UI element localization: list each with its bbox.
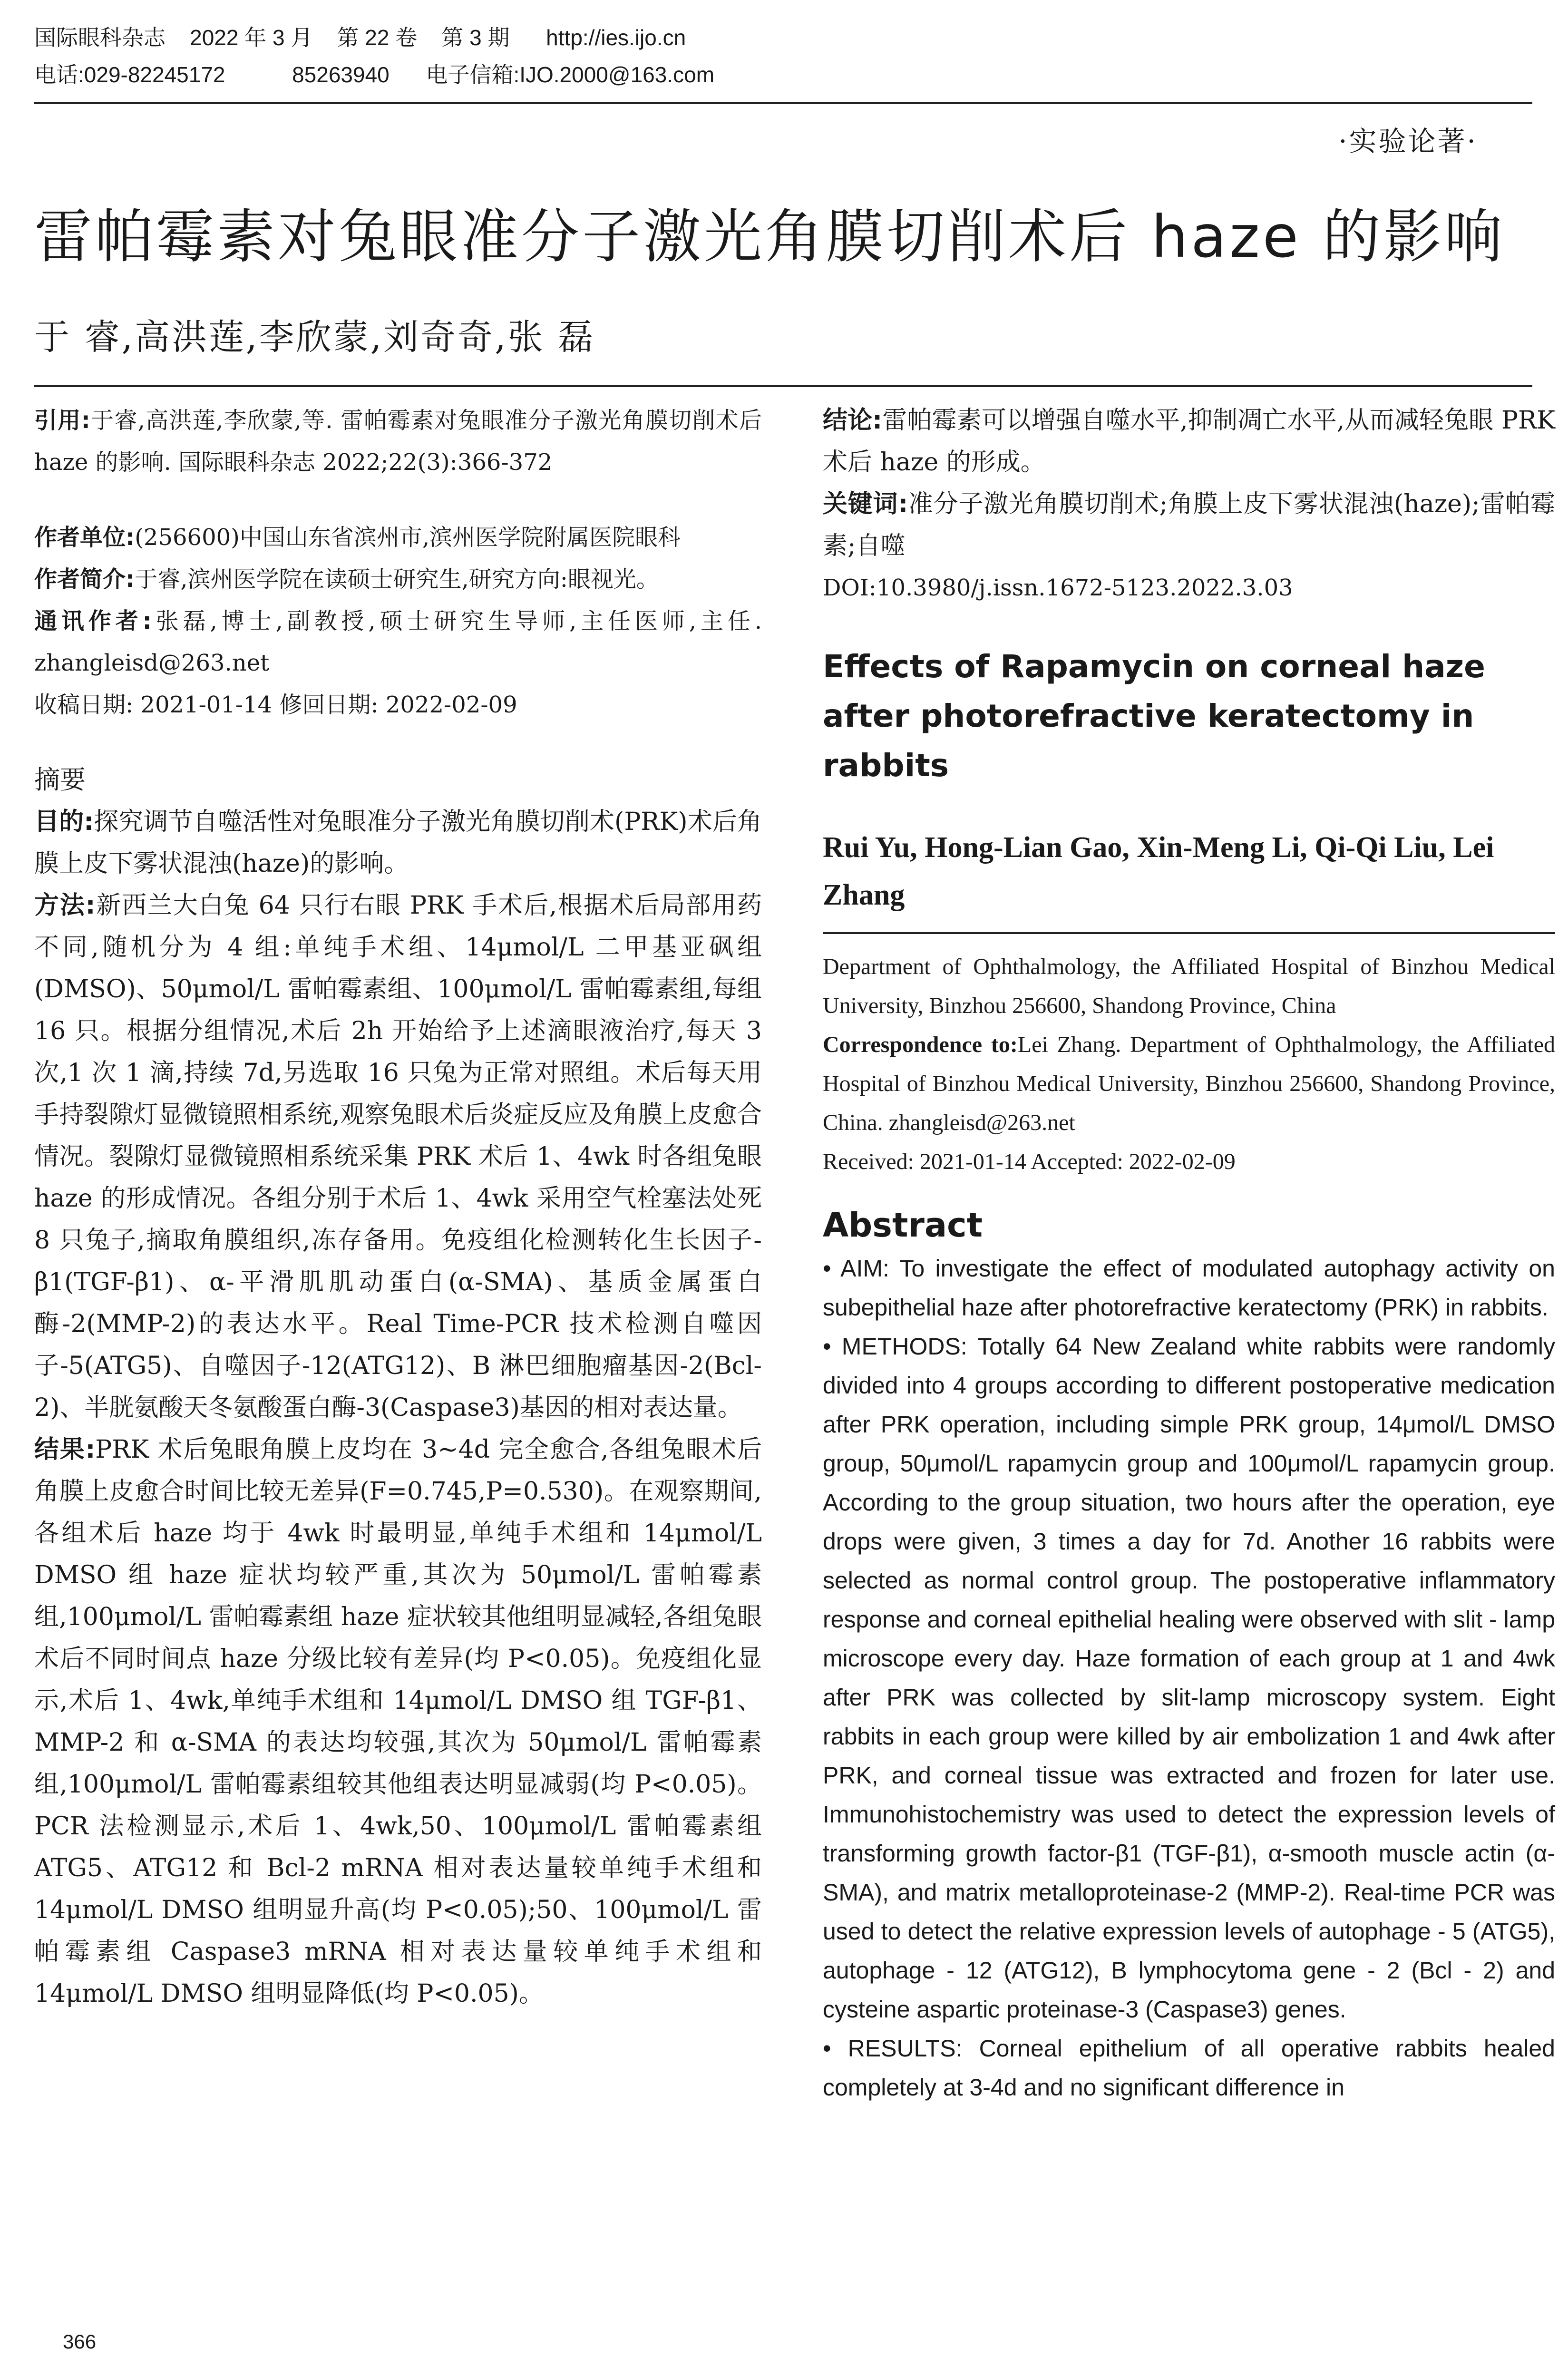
results-en xyxy=(823,2029,1555,2107)
bio-label: 作者简介: xyxy=(34,566,135,593)
aim-text-en: To investigate the effect of modulated autophagy activity on subepithelial haze after photorefractive keratectomy (PRK) in rabbits. xyxy=(823,1255,1555,1321)
methods-text-en: Totally 64 New Zealand white rabbits were randomly divided into 4 groups according to different postoperative medication after PRK operation, including simple PRK group, 14μmol/L DMSO group, 50μmol/L rapamycin group and 100μmol/L rapamycin group. According to the group situation, two hours after the operation, eye drops were given, 3 times a day for 7d. Another 16 rabbits were selected as normal control group. The postoperative inflammatory response and corneal epithelial healing were observed with slit - lamp microscope every day. Haze formation of each group at 1 and 4wk after PRK was collected by slit-lamp microscopy system. Eight rabbits in each group were killed by air embolization 1 and 4wk after PRK, and corneal tissue was extracted and frozen for later use. Immunohistochemistry was used to detect the expression levels of transforming growth factor-β1 (TGF-β1), α-smooth muscle actin (α-SMA), and matrix metalloproteinase-2 (MMP-2). Real-time PCR was used to detect the relative expression levels of autophage - 5 (ATG5), autophage - 12 (ATG12), B lymphocytoma gene - 2 (Bcl - 2) and cysteine aspartic proteinase-3 (Caspase3) genes. xyxy=(823,1333,1555,2023)
header-rule xyxy=(34,102,1532,104)
citation xyxy=(34,399,762,483)
author-bio xyxy=(34,558,762,600)
left-column xyxy=(34,399,762,2015)
methods-cn xyxy=(34,885,762,1429)
aim-cn xyxy=(34,801,762,885)
conclusion-text-cn: 雷帕霉素可以增强自噬水平,抑制凋亡水平,从而减轻兔眼 PRK 术后 haze 的形成。 xyxy=(823,406,1556,477)
methods-text-cn: 新西兰大白兔 64 只行右眼 PRK 手术后,根据术后局部用药不同,随机分为 4 组:单纯手术组、14μmol/L 二甲基亚砜组(DMSO)、50μmol/L 雷帕霉素组、100μmol/L 雷帕霉素组,每组 16 只。根据分组情况,术后 2h 开始给予上述滴眼液治疗,每天 3 次,1 次 1 滴,持续 7d,另选取 16 只兔为正常对照组。术后每天用手持裂隙灯显微镜照相系统,观察兔眼术后炎症反应及角膜上皮愈合情况。裂隙灯显微镜照相系统采集 PRK 术后 1、4wk 时各组兔眼 haze 的形成情况。各组分别于术后 1、4wk 采用空气栓塞法处死 8 只兔子,摘取角膜组织,冻存备用。免疫组化检测转化生长因子-β1(TGF-β1)、α-平滑肌肌动蛋白(α-SMA)、基质金属蛋白酶-2(MMP-2)的表达水平。Real Time-PCR 技术检测自噬因子-5(ATG5)、自噬因子-12(ATG12)、B 淋巴细胞瘤基因-2(Bcl-2)、半胱氨酸天冬氨酸蛋白酶-3(Caspase3)基因的相对表达量。 xyxy=(34,891,762,1422)
authors: 于 睿,高洪莲,李欣蒙,刘奇奇,张 磊 xyxy=(34,317,595,358)
header-line-1: 国际眼科杂志 2022 年 3 月 第 22 卷 第 3 期 http://ies.ijo.cn xyxy=(34,25,686,50)
results-label-en: • RESULTS: xyxy=(823,2035,963,2062)
article-title: 雷帕霉素对兔眼准分子激光角膜切削术后 haze 的影响 xyxy=(34,203,1505,271)
affiliation-label: 作者单位: xyxy=(34,524,135,551)
right-column xyxy=(823,399,1555,2107)
corr-text: 张磊,博士,副教授,硕士研究生导师,主任医师,主任. zhangleisd@263.net xyxy=(34,608,762,676)
methods-en xyxy=(823,1327,1555,2029)
affiliation xyxy=(34,516,762,558)
english-corr-text: Lei Zhang. Department of Ophthalmology, the Affiliated Hospital of Binzhou Medical University, Binzhou 256600, Shandong Province, China. zhangleisd@263.net xyxy=(823,1032,1556,1135)
dates: 收稿日期: 2021-01-14 修回日期: 2022-02-09 xyxy=(34,692,517,718)
bio-text: 于睿,滨州医学院在读硕士研究生,研究方向:眼视光。 xyxy=(135,566,659,593)
aim-en xyxy=(823,1249,1555,1327)
methods-label-en: • METHODS: xyxy=(823,1333,967,1360)
english-title: Effects of Rapamycin on corneal haze after photorefractive keratectomy in rabbits xyxy=(823,648,1485,784)
english-correspondence xyxy=(823,1025,1555,1142)
header-line-2: 电话:029-82245172 85263940 电子信箱:IJO.2000@163.com xyxy=(34,62,715,87)
conclusion-cn xyxy=(823,399,1555,483)
keywords-label-cn: 关键词: xyxy=(823,490,908,518)
abstract-heading-cn: 摘要 xyxy=(34,765,86,795)
english-corr-label: Correspondence to: xyxy=(823,1032,1018,1057)
conclusion-label-cn: 结论: xyxy=(823,406,883,435)
doi: DOI:10.3980/j.issn.1672-5123.2022.3.03 xyxy=(823,575,1293,601)
english-authors: Rui Yu, Hong-Lian Gao, Xin-Meng Li, Qi-Qi Liu, Lei Zhang xyxy=(823,831,1494,911)
keywords-cn xyxy=(823,483,1555,567)
section-tag: ·实验论著· xyxy=(1338,125,1478,157)
english-affiliation: Department of Ophthalmology, the Affiliated Hospital of Binzhou Medical University, Binzhou 256600, Shandong Province, China xyxy=(823,954,1555,1018)
citation-text: 于睿,高洪莲,李欣蒙,等. 雷帕霉素对兔眼准分子激光角膜切削术后 haze 的影响. 国际眼科杂志 2022;22(3):366-372 xyxy=(34,407,762,476)
results-text-cn: PRK 术后兔眼角膜上皮均在 3~4d 完全愈合,各组兔眼术后角膜上皮愈合时间比较无差异(F=0.745,P=0.530)。在观察期间,各组术后 haze 均于 4wk 时最明显,单纯手术组和 14μmol/L DMSO 组 haze 症状均较严重,其次为 50μmol/L 雷帕霉素组,100μmol/L 雷帕霉素组 haze 症状较其他组明显减轻,各组兔眼术后不同时间点 haze 分级比较有差异(均 P<0.05)。免疫组化显示,术后 1、4wk,单纯手术组和 14μmol/L DMSO 组 TGF-β1、MMP-2 和 α-SMA 的表达均较强,其次为 50μmol/L 雷帕霉素组,100μmol/L 雷帕霉素组较其他组表达明显减弱(均 P<0.05)。PCR 法检测显示,术后 1、4wk,50、100μmol/L 雷帕霉素组 ATG5、ATG12 和 Bcl-2 mRNA 相对表达量较单纯手术组和 14μmol/L DMSO 组明显升高(均 P<0.05);50、100μmol/L 雷帕霉素组 Caspase3 mRNA 相对表达量较单纯手术组和 14μmol/L DMSO 组明显降低(均 P<0.05)。 xyxy=(34,1435,762,2008)
results-cn xyxy=(34,1429,762,2015)
english-dates: Received: 2021-01-14 Accepted: 2022-02-09 xyxy=(823,1149,1236,1174)
aim-label-en: • AIM: xyxy=(823,1255,889,1282)
english-authors-rule xyxy=(823,932,1555,934)
corresponding-author xyxy=(34,600,762,684)
results-label-cn: 结果: xyxy=(34,1435,96,1464)
results-text-en: Corneal epithelium of all operative rabbits healed completely at 3-4d and no significant difference in xyxy=(823,2035,1555,2101)
page-number: 366 xyxy=(63,2330,97,2353)
aim-text-cn: 探究调节自噬活性对兔眼准分子激光角膜切削术(PRK)术后角膜上皮下雾状混浊(haze)的影响。 xyxy=(34,808,762,878)
keywords-text-cn: 准分子激光角膜切削术;角膜上皮下雾状混浊(haze);雷帕霉素;自噬 xyxy=(823,490,1555,560)
methods-label-cn: 方法: xyxy=(34,891,96,920)
title-rule xyxy=(34,385,1532,387)
affiliation-text: (256600)中国山东省滨州市,滨州医学院附属医院眼科 xyxy=(135,524,681,551)
citation-label: 引用: xyxy=(34,407,90,434)
aim-label-cn: 目的: xyxy=(34,808,94,836)
journal-header xyxy=(34,19,1532,93)
corr-label: 通讯作者: xyxy=(34,608,152,634)
abstract-heading-en: Abstract xyxy=(823,1206,983,1245)
